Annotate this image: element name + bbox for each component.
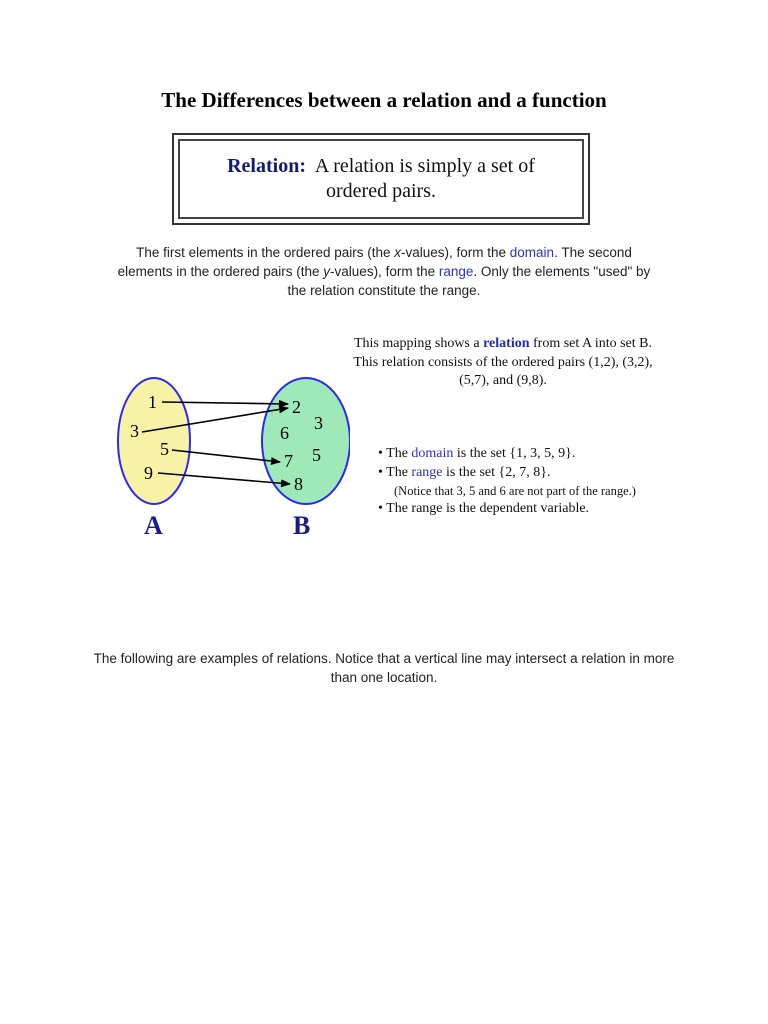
set-b-element: 7 [284, 451, 293, 471]
definition-term: Relation: [227, 155, 306, 177]
set-b-element: 6 [280, 423, 289, 443]
set-a-element: 1 [148, 392, 157, 412]
set-b-element: 3 [314, 413, 323, 433]
domain-term: domain [411, 446, 454, 461]
dependent-variable-bullet: • The range is the dependent variable. [378, 501, 590, 516]
set-b-element: 2 [292, 397, 301, 417]
bullet-text: is the set {1, 3, 5, 9}. [453, 446, 576, 461]
set-a-element: 9 [144, 463, 153, 483]
paragraph-text: -values), form the [330, 264, 439, 279]
x-variable: x [394, 245, 401, 260]
mapping-text: This mapping shows a [353, 336, 484, 351]
relation-term: relation [483, 336, 530, 351]
range-term: range [438, 264, 474, 279]
set-b-label: B [293, 511, 311, 540]
examples-intro: The following are examples of relations. Notice that a vertical line may intersect a relation in more than one location. [93, 651, 675, 685]
domain-term: domain [509, 245, 555, 260]
range-term: range [411, 464, 443, 480]
set-a-element: 5 [160, 439, 169, 459]
set-a-element: 3 [130, 421, 139, 441]
mapping-diagram [110, 362, 350, 552]
y-variable: y [323, 264, 331, 279]
set-a-label: A [144, 511, 163, 540]
bullet-text: • The [378, 446, 412, 461]
mapping-description [348, 335, 658, 391]
paragraph-text: The first elements in the ordered pairs (the [136, 245, 395, 260]
definition-inner-border [178, 139, 584, 219]
set-b-element: 5 [312, 445, 321, 465]
set-b-ellipse [262, 378, 350, 504]
bullet-text: • The [378, 464, 412, 480]
ordered-pairs-text: This relation consists of the ordered pairs (1,2), (3,2), (5,7), and (9,8). [353, 354, 653, 388]
range-bullet [378, 464, 638, 483]
set-b-element: 8 [294, 474, 303, 494]
paragraph-text: -values), form the [400, 245, 510, 260]
paragraph-text: . Only the elements "used" by the relation constitute the range. [287, 264, 651, 298]
mapping-text: from set A into set B. [529, 336, 652, 351]
definition-text-line1: A relation is simply a set of [314, 155, 535, 177]
definition-text-line2: ordered pairs. [326, 180, 436, 202]
range-note [378, 482, 638, 500]
domain-bullet [378, 445, 638, 464]
domain-range-paragraph [108, 243, 660, 300]
definition-box [172, 133, 590, 225]
bullet-list [378, 445, 638, 519]
bullet-text: is the set {2, 7, 8}. [442, 464, 551, 480]
page-title: The Differences between a relation and a function [161, 88, 607, 112]
note-text: (Notice that 3, 5 and 6 are not part of the range.) [394, 484, 636, 498]
definition-content [227, 154, 535, 204]
paragraph-text: . The second elements in the ordered pairs (the [117, 245, 632, 279]
